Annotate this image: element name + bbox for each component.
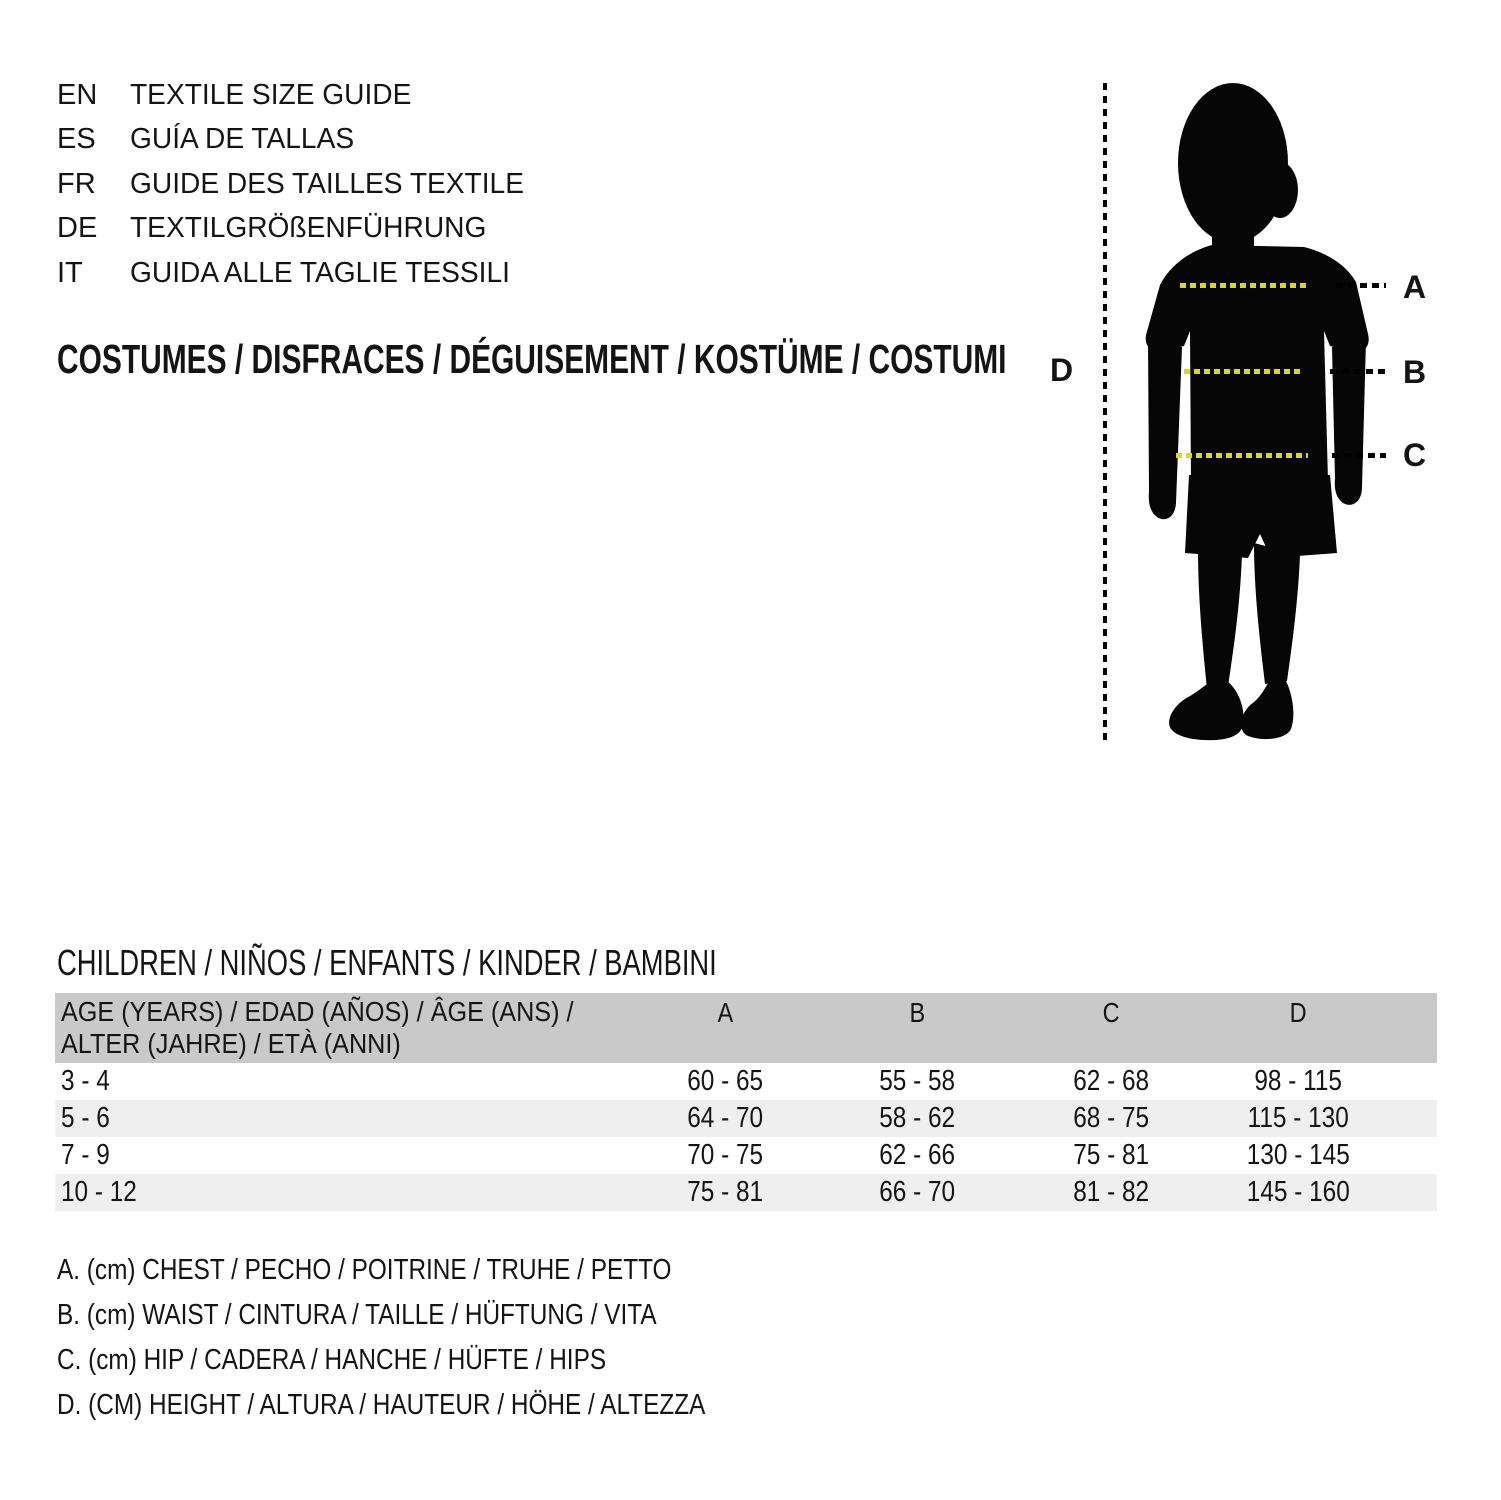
height-cell: 145 - 160 bbox=[1246, 1176, 1350, 1208]
legend-item-hip: C. (cm) HIP / CADERA / HANCHE / HÜFTE / HIPS bbox=[57, 1344, 607, 1376]
silhouette-left-leg bbox=[1198, 551, 1242, 689]
language-code: ES bbox=[57, 123, 96, 156]
height-cell: 115 - 130 bbox=[1247, 1102, 1349, 1134]
age-cell: 7 - 9 bbox=[61, 1139, 110, 1171]
height-cell: 98 - 115 bbox=[1254, 1065, 1342, 1097]
waist-cell: 66 - 70 bbox=[879, 1176, 955, 1208]
height-cell: 130 - 145 bbox=[1246, 1139, 1350, 1171]
measure-label-b: B bbox=[1403, 354, 1427, 390]
chest-cell: 64 - 70 bbox=[687, 1102, 763, 1134]
chest-body-dash-line bbox=[1180, 283, 1306, 288]
silhouette-left-arm bbox=[1148, 341, 1182, 519]
legend-item-chest: A. (cm) CHEST / PECHO / POITRINE / TRUHE / PETTO bbox=[57, 1254, 672, 1286]
hip-cell: 68 - 75 bbox=[1073, 1102, 1149, 1134]
age-cell: 5 - 6 bbox=[61, 1102, 110, 1134]
size-table bbox=[55, 993, 1437, 1211]
measure-label-a: A bbox=[1403, 269, 1427, 305]
language-item-de bbox=[57, 207, 536, 252]
size-table-header bbox=[55, 993, 1437, 1063]
age-header-line1: AGE (YEARS) / EDAD (AÑOS) / ÂGE (ANS) / bbox=[61, 996, 574, 1027]
silhouette-hair bbox=[1262, 162, 1298, 218]
silhouette-right-leg bbox=[1254, 543, 1300, 684]
language-label: TEXTILE SIZE GUIDE bbox=[130, 78, 412, 111]
height-measure-line-d bbox=[1103, 83, 1107, 742]
language-list bbox=[57, 73, 536, 296]
hip-cell: 81 - 82 bbox=[1073, 1176, 1149, 1208]
waist-cell: 58 - 62 bbox=[879, 1102, 955, 1134]
table-row bbox=[55, 1137, 1437, 1174]
age-column-header bbox=[61, 996, 630, 1060]
table-row bbox=[55, 1063, 1437, 1100]
language-item-fr bbox=[57, 162, 536, 207]
language-code: DE bbox=[57, 212, 98, 245]
chest-leader-line bbox=[1336, 283, 1386, 288]
language-item-it bbox=[57, 251, 536, 296]
hip-leader-line bbox=[1332, 453, 1386, 458]
language-label: TEXTILGRÖßENFÜHRUNG bbox=[130, 212, 487, 245]
hip-cell: 62 - 68 bbox=[1073, 1065, 1149, 1097]
language-label: GUIDE DES TAILLES TEXTILE bbox=[130, 167, 524, 200]
child-silhouette-image bbox=[1128, 75, 1398, 755]
table-row bbox=[55, 1174, 1437, 1211]
chest-cell: 70 - 75 bbox=[687, 1139, 763, 1171]
language-item-es bbox=[57, 118, 536, 163]
language-label: GUÍA DE TALLAS bbox=[130, 123, 355, 156]
measure-label-d: D bbox=[1050, 352, 1074, 388]
hip-cell: 75 - 81 bbox=[1073, 1139, 1149, 1171]
waist-cell: 55 - 58 bbox=[879, 1065, 955, 1097]
language-code: EN bbox=[57, 78, 98, 111]
legend-item-waist: B. (cm) WAIST / CINTURA / TAILLE / HÜFTUNG / VITA bbox=[57, 1299, 657, 1331]
column-header-b: B bbox=[909, 997, 925, 1028]
age-header-line2: ALTER (JAHRE) / ETÀ (ANNI) bbox=[61, 1028, 401, 1059]
children-section-title: CHILDREN / NIÑOS / ENFANTS / KINDER / BAMBINI bbox=[57, 942, 717, 983]
chest-cell: 75 - 81 bbox=[687, 1176, 763, 1208]
language-code: FR bbox=[57, 167, 96, 200]
language-code: IT bbox=[57, 256, 83, 289]
legend-item-height: D. (CM) HEIGHT / ALTURA / HAUTEUR / HÖHE / ALTEZZA bbox=[57, 1389, 706, 1421]
language-label: GUIDA ALLE TAGLIE TESSILI bbox=[130, 256, 510, 289]
age-cell: 10 - 12 bbox=[61, 1176, 137, 1208]
chest-cell: 60 - 65 bbox=[687, 1065, 763, 1097]
column-header-d: D bbox=[1289, 997, 1307, 1028]
measurement-legend bbox=[57, 1248, 829, 1428]
language-item-en bbox=[57, 73, 536, 118]
silhouette-left-shoe bbox=[1169, 678, 1243, 740]
table-row bbox=[55, 1100, 1437, 1137]
age-cell: 3 - 4 bbox=[61, 1065, 110, 1097]
waist-body-dash-line bbox=[1184, 369, 1300, 374]
waist-leader-line bbox=[1330, 369, 1386, 374]
silhouette-right-arm bbox=[1332, 340, 1366, 505]
category-title: COSTUMES / DISFRACES / DÉGUISEMENT / KOSTÜME / COSTUMI bbox=[57, 336, 1007, 382]
column-header-c: C bbox=[1102, 997, 1120, 1028]
hip-body-dash-line bbox=[1176, 453, 1308, 458]
waist-cell: 62 - 66 bbox=[879, 1139, 955, 1171]
column-header-a: A bbox=[717, 997, 733, 1028]
measure-label-c: C bbox=[1403, 437, 1427, 473]
